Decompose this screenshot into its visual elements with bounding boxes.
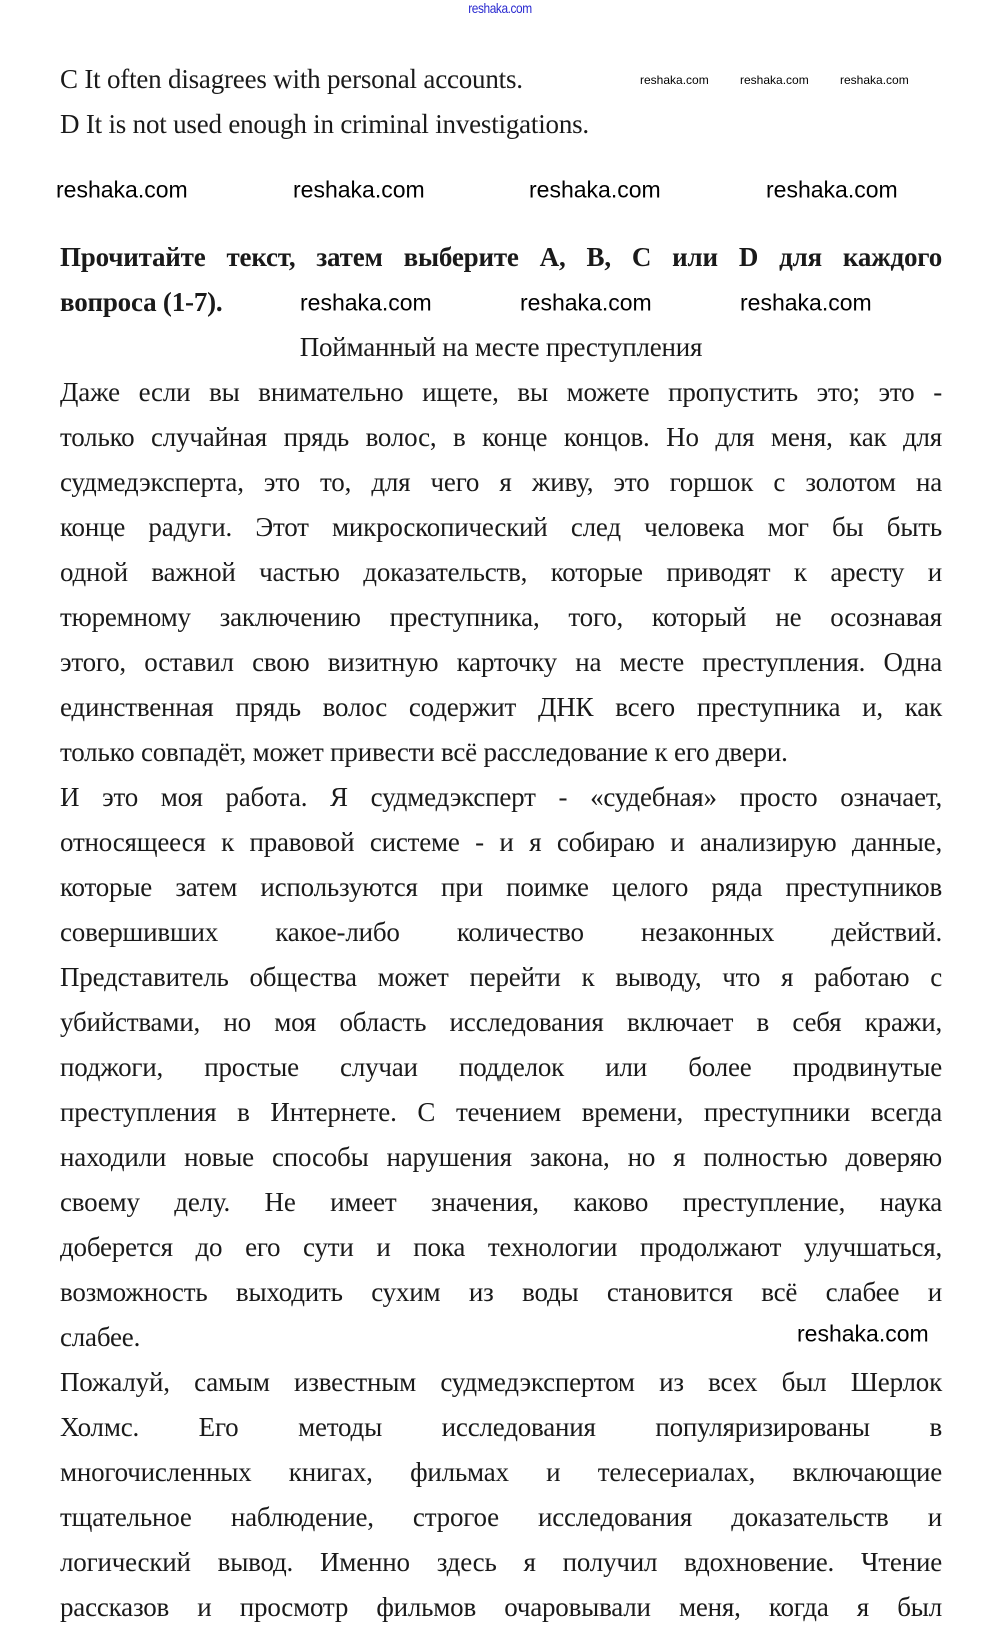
body-line: только совпадёт, может привести всё расследование к его двери. (60, 737, 788, 767)
body-line: рассказов и просмотр фильмов очаровывали меня, когда я был (60, 1592, 942, 1622)
body-line: этого, оставил свою визитную карточку на месте преступления. Одна (60, 647, 942, 677)
header-link[interactable]: reshaka.com (468, 0, 532, 16)
watermark-text: reshaka.com (529, 176, 661, 203)
option-d: D It is not used enough in criminal investigations. (60, 109, 589, 139)
body-line: одной важной частью доказательств, которые приводят к аресту и (60, 557, 942, 587)
body-line: Даже если вы внимательно ищете, вы можете пропустить это; это - (60, 377, 942, 407)
watermark-text: reshaka.com (797, 1320, 929, 1347)
body-line: многочисленных книгах, фильмах и телесериалах, включающие (60, 1457, 942, 1487)
text-title: Пойманный на месте преступления (299, 332, 703, 362)
body-line: поджоги, простые случаи подделок или более продвинутые (60, 1052, 942, 1082)
watermark-text: reshaka.com (740, 289, 872, 316)
body-line: Холмс. Его методы исследования популяризированы в (60, 1412, 942, 1442)
body-line: преступления в Интернете. С течением времени, преступники всегда (60, 1097, 942, 1127)
body-line: совершивших какое-либо количество незаконных действий. (60, 917, 942, 947)
body-line: своему делу. Не имеет значения, каково преступление, наука (60, 1187, 942, 1217)
body-line: конце радуги. Этот микроскопический след человека мог бы быть (60, 512, 942, 542)
body-line: убийствами, но моя область исследования включает в себя кражи, (60, 1007, 942, 1037)
body-line: возможность выходить сухим из воды становится всё слабее и (60, 1277, 942, 1307)
watermark-text: reshaka.com (766, 176, 898, 203)
body-line: Пожалуй, самым известным судмедэкспертом из всех был Шерлок (60, 1367, 942, 1397)
watermark-text: reshaka.com (840, 73, 909, 87)
body-line: Представитель общества может перейти к выводу, что я работаю с (60, 962, 942, 992)
instruction-line-1: Прочитайте текст, затем выберите A, B, C или D для каждого (60, 242, 942, 272)
body-line: доберется до его сути и пока технологии продолжают улучшаться, (60, 1232, 942, 1262)
body-line: тщательное наблюдение, строгое исследования доказательств и (60, 1502, 942, 1532)
option-c: C It often disagrees with personal accounts. (60, 64, 523, 94)
body-line: тюремному заключению преступника, того, который не осознавая (60, 602, 942, 632)
body-line: которые затем используются при поимке целого ряда преступников (60, 872, 942, 902)
watermark-text: reshaka.com (56, 176, 188, 203)
watermark-text: reshaka.com (520, 289, 652, 316)
body-line: находили новые способы нарушения закона, но я полностью доверяю (60, 1142, 942, 1172)
body-line: единственная прядь волос содержит ДНК всего преступника и, как (60, 692, 942, 722)
body-line: судмедэксперта, это то, для чего я живу, это горшок с золотом на (60, 467, 942, 497)
watermark-text: reshaka.com (300, 289, 432, 316)
instruction-line-2: вопроса (1-7). (60, 287, 223, 317)
watermark-text: reshaka.com (740, 73, 809, 87)
body-line: относящееся к правовой системе - и я собираю и анализирую данные, (60, 827, 942, 857)
body-line: слабее. (60, 1322, 141, 1352)
body-line: логический вывод. Именно здесь я получил вдохновение. Чтение (60, 1547, 942, 1577)
body-line: только случайная прядь волос, в конце концов. Но для меня, как для (60, 422, 942, 452)
watermark-text: reshaka.com (293, 176, 425, 203)
watermark-text: reshaka.com (640, 73, 709, 87)
body-line: И это моя работа. Я судмедэксперт - «судебная» просто означает, (60, 782, 942, 812)
